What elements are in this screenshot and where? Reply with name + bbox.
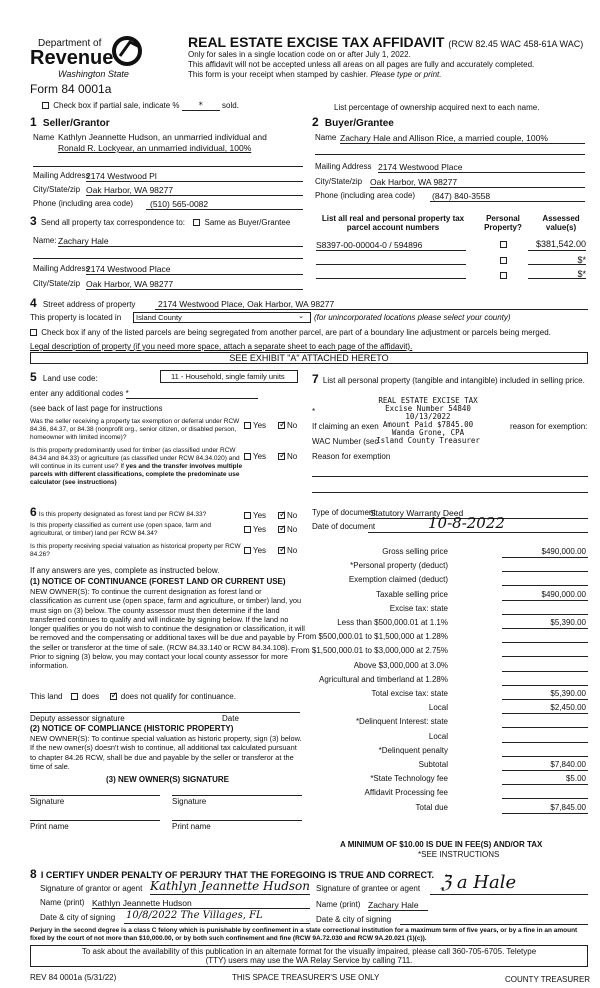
parcel-header-line2: parcel account numbers (346, 223, 440, 232)
buyer-city-line (370, 187, 585, 188)
tax-row-line (502, 770, 588, 771)
seller-mail-line (86, 181, 303, 182)
county-select[interactable] (133, 312, 311, 323)
section7-heading (312, 374, 588, 386)
legal-description-label: Legal description of property (if you need more space, attach a separate sheet to each page of the affidavit). (30, 342, 413, 351)
section3-city-value[interactable]: Oak Harbor, WA 98277 (86, 279, 174, 289)
owner-print-label-1: Print name (30, 822, 69, 831)
grantee-signature[interactable]: ℨ a Hale (440, 872, 517, 893)
tax-row-label: Subtotal (418, 760, 448, 769)
treasurer-use-label: THIS SPACE TREASURER'S USE ONLY (232, 973, 380, 982)
seller-city-value[interactable]: Oak Harbor, WA 98277 (86, 185, 174, 195)
doc-type-label: Type of document (312, 508, 376, 517)
owner-sig-line-1 (30, 795, 160, 796)
tax-row-label: *Delinquent penalty (378, 746, 448, 755)
forest-yes-option[interactable] (244, 511, 266, 520)
current-use-yes-option[interactable] (244, 525, 266, 534)
grantor-name-label: Name (print) (40, 898, 85, 907)
tax-row-value[interactable]: $490,000.00 (541, 547, 586, 556)
assessed-value-2[interactable]: $* (577, 255, 586, 265)
does-qualify-checkbox[interactable] (71, 693, 78, 700)
form-number: Form 84 0001a (30, 82, 112, 96)
owner-signature-label-1: Signature (30, 797, 65, 806)
tax-row-label: Affidavit Processing fee (364, 788, 448, 797)
section3-heading (30, 214, 290, 228)
street-address-value[interactable]: 2174 Westwood Place, Oak Harbor, WA 98277 (158, 299, 335, 309)
stamp-line-2: Excise Number 54840 (385, 404, 471, 413)
does-not-qualify-checkbox[interactable] (110, 693, 117, 700)
tax-row-line (502, 813, 588, 814)
section-2-number: 2 (312, 115, 319, 129)
historic-no-label: No (287, 546, 298, 555)
grantor-name-value[interactable]: Kathlyn Jeannette Hudson (92, 898, 192, 908)
q1-yes-label: Yes (253, 421, 267, 430)
parcel-line-2 (316, 264, 466, 265)
current-use-no-option[interactable] (278, 525, 297, 534)
section3-city-label: City/State/zip (33, 279, 81, 288)
additional-codes-label: enter any additional codes (30, 389, 124, 398)
tax-row-line (502, 628, 588, 629)
claiming-exemption-label: If claiming an exen (312, 422, 379, 431)
land-use-heading (30, 370, 98, 384)
parcel-number[interactable]: S8397-00-00004-0 / 594896 (316, 240, 423, 250)
certify-text: I CERTIFY UNDER PENALTY OF PERJURY THAT THE FOREGOING IS TRUE AND CORRECT. (40, 870, 434, 880)
notice-continuance-text: NEW OWNER(S): To continue the current designation as forest land or classification as current use (open space, farm and agriculture, or timber) land, you must sign on (3) below. The county assessor must then determine if the land transferred continues to qualify and will indicate by signing below. If the land no longer qualifies or you do not wish to continue the designation or classification, it will be removed and the compensating or additional taxes will be due and payable by the seller or transferor at the time of sale. (RCW 84.33.140 or RCW 84.34.108). Prior to signing (3) below, you may contact your local county assessor for more information. (30, 587, 305, 671)
forest-question: Is this property designated as forest land per RCW 84.33? (38, 511, 207, 518)
assessed-value-1[interactable]: $381,542.00 (535, 239, 586, 249)
seller-name-line2[interactable]: Ronald R. Lockyear, an unmarried individual, 100% (58, 143, 252, 153)
historic-question: Is this property receiving special valuation as historical property per RCW 84.26? (30, 543, 241, 558)
header-line3-italic: Please type or print. (370, 70, 442, 79)
notice-compliance-text: NEW OWNER(S): To continue special valuation as historic property, sign (3) below. If the new owner(s) doesn't wish to continue, all additional tax calculated pursuant to chapter 84.26 RCW, shall be due and payable by the seller or transferor at the time of sale. (30, 734, 302, 771)
owner-print-line-1 (30, 820, 160, 821)
personal-property-list-label: List all personal property (tangible and intangible) included in selling price. (322, 376, 585, 385)
doc-date-label: Date of document (312, 522, 376, 531)
see-instructions-note: *SEE INSTRUCTIONS (418, 850, 500, 859)
forest-yes-label: Yes (253, 511, 267, 520)
street-address-label: Street address of property (42, 300, 136, 309)
tax-row-line (502, 557, 588, 558)
reason-exemption-label: Reason for exemption (312, 452, 391, 461)
does-label: does (81, 692, 100, 701)
unincorporated-note: (for unincorporated locations please select your county) (314, 313, 511, 322)
form-title (188, 34, 583, 50)
seller-phone-label: Phone (including area code) (33, 199, 134, 208)
seller-city-label: City/State/zip (33, 185, 81, 194)
tax-row-line (502, 671, 588, 672)
header-line1: Only for sales in a single location code on or after July 1, 2022. (188, 50, 411, 59)
tax-row-label: From $500,000.01 to $1,500,000 at 1.28% (297, 632, 448, 641)
notice-continuance-heading: (1) NOTICE OF CONTINUANCE (FOREST LAND OR CURRENT USE) (30, 577, 286, 586)
partial-sale-row (42, 101, 239, 111)
section-4-number: 4 (30, 296, 37, 310)
section3-mail-label: Mailing Address (33, 264, 90, 273)
section-7-number: 7 (312, 372, 319, 386)
grantee-name-value[interactable]: Zachary Hale (368, 900, 419, 910)
grantor-signature[interactable]: Kathlyn Jeannette Hudson (150, 879, 311, 893)
section-5-number: 5 (30, 370, 37, 384)
seller-phone-value[interactable]: (510) 565-0082 (150, 199, 209, 209)
buyer-city-value[interactable]: Oak Harbor, WA 98277 (370, 177, 458, 187)
q2-no-option[interactable] (278, 452, 297, 461)
section4-street (30, 296, 135, 310)
grantee-date-line (400, 924, 588, 925)
q1-no-label: No (287, 421, 298, 430)
buyer-blank-line (315, 154, 585, 155)
header-line3-text: This form is your receipt when stamped by cashier. (188, 70, 369, 79)
tax-row-line (502, 713, 588, 714)
grantor-date-value[interactable]: 10/8/2022 The Villages, FL (126, 910, 263, 921)
excise-tax-stamp (358, 397, 498, 445)
grantee-date-label: Date & city of signing (316, 915, 392, 924)
deputy-date-label: Date (222, 714, 239, 723)
chevron-down-icon: ⌄ (298, 313, 304, 320)
county-treasurer-label: COUNTY TREASURER (505, 975, 591, 984)
revenue-logo-icon (112, 36, 144, 68)
accessibility-line2: (TTY) users may use the WA Relay Service by calling 711. (205, 956, 413, 965)
doc-date-value[interactable]: 10-8-2022 (428, 514, 505, 532)
segregated-checkbox[interactable] (30, 329, 37, 336)
buyer-name-label: Name (315, 133, 337, 142)
tax-row-label: From $1,500,000.01 to $3,000,000 at 2.75% (290, 646, 448, 655)
tax-row-label: Local (428, 703, 448, 712)
perjury-notice (30, 927, 590, 943)
header-line3 (188, 70, 441, 79)
tax-row-label: Total excise tax: state (371, 689, 448, 698)
partial-sale-value[interactable]: * (182, 101, 220, 111)
tax-row-value[interactable]: $7,840.00 (550, 760, 586, 769)
same-as-buyer-label: Same as Buyer/Grantee (204, 218, 291, 227)
personal-checkbox-1[interactable] (500, 240, 509, 249)
tax-row-label: Local (428, 732, 448, 741)
timber-question-bold: yes and the transfer involves multiple parcels with different classifications, complete the predominate use calculator (see instructions) (30, 463, 243, 486)
deputy-sig-line (30, 712, 300, 713)
tax-row-value[interactable]: $2,450.00 (550, 703, 586, 712)
seller-mail-label: Mailing Address (33, 171, 90, 180)
personal-header-line2: Property? (484, 223, 522, 232)
see-instructions: (see back of last page for instructions (30, 404, 163, 413)
grantee-sig-label: Signature of grantee or agent (316, 884, 421, 893)
current-use-yes-label: Yes (253, 525, 267, 534)
buyer-name-value[interactable]: Zachary Hale and Allison Rice, a married couple, 100% (340, 133, 548, 143)
same-as-buyer-checkbox[interactable] (193, 219, 200, 226)
tax-row-label: Excise tax: state (389, 604, 448, 613)
perjury-text: Perjury in the second degree is a class C felony which is punishable by confinement in a state correctional institution for a maximum term of five years, or by a fine in an amount fixed by the court of not more than $10,000.00, or by both such confinement and fine (RCW 9A.72.030 and RCW 9A.20.021 (1)(c)). (30, 927, 578, 942)
tax-row-line (502, 614, 588, 615)
land-use-value: 11 - Household, single family units (171, 372, 285, 381)
revenue-logo-text: Revenue (30, 47, 114, 69)
segregated-label: Check box if any of the listed parcels are being segregated from another parcel, are part of a boundary line adjustment or parcels being merged. (41, 328, 551, 337)
tax-row-label: Above $3,000,000 at 3.0% (353, 661, 448, 670)
additional-codes (30, 389, 258, 399)
section3-mail-line (86, 274, 303, 275)
stamp-line-1: REAL ESTATE EXCISE TAX (378, 396, 478, 405)
seller-blank-line (33, 166, 303, 167)
header-line2: This affidavit will not be accepted unless all areas on all pages are fully and accurately completed. (188, 60, 535, 69)
assessed-line-2 (528, 264, 586, 265)
deputy-signature-label: Deputy assessor signature (30, 714, 125, 723)
personal-checkbox-3[interactable] (500, 271, 509, 280)
tax-row-line (502, 756, 588, 757)
section3-blank-line (33, 258, 303, 259)
grantor-date-line (124, 923, 310, 924)
stamp-line-6: Island County Treasurer (376, 436, 480, 445)
parcel-line-1 (316, 250, 466, 251)
doc-type-value[interactable]: Statutory Warranty Deed (370, 508, 464, 518)
dept-label: Department of (38, 38, 102, 49)
section-1-number: 1 (30, 115, 37, 129)
minimum-due-note: A MINIMUM OF $10.00 IS DUE IN FEE(S) AND/OR TAX (340, 840, 543, 849)
stamp-line-5: Wanda Grone, CPA (391, 428, 465, 437)
seller-name-line1[interactable]: Kathlyn Jeannette Hudson, an unmarried individual and (58, 132, 267, 142)
personal-header-line1: Personal (486, 214, 520, 223)
state-label: Washington State (58, 69, 129, 79)
section-3-number: 3 (30, 214, 37, 228)
buyer-heading-text: Buyer/Grantee (324, 118, 394, 129)
partial-sale-label: Check box if partial sale, indicate % (53, 101, 180, 110)
section-8-number: 8 (30, 867, 37, 881)
exemption-question: Was the seller receiving a property tax exemption or deferral under RCW 84.36, 84.37, or 84.38 (nonprofit org., senior citizen, or disabled person, homeowner with limited income)? (30, 418, 240, 441)
land-qualify-row (30, 692, 236, 701)
assessed-header-line2: value(s) (545, 223, 577, 232)
grantee-name-line (368, 910, 428, 911)
stamp-line-3: 10/13/2022 (405, 412, 451, 421)
current-use-no-label: No (287, 525, 298, 534)
tax-row-label: *State Technology fee (370, 774, 448, 783)
section3-mail-value[interactable]: 2174 Westwood Place (86, 264, 171, 274)
reason-line-1 (312, 476, 588, 477)
q1-yes-option[interactable] (244, 421, 266, 430)
section3-city-line (86, 289, 303, 290)
owner-print-label-2: Print name (172, 822, 211, 831)
doc-date-line (368, 532, 588, 533)
tax-row-line (502, 642, 588, 643)
tax-row-line (502, 784, 588, 785)
grantor-date-label: Date & city of signing (40, 913, 116, 922)
buyer-mail-value[interactable]: 2174 Westwood Place (378, 162, 463, 172)
tax-row-label: *Personal property (deduct) (350, 561, 448, 570)
seller-phone-line (146, 209, 303, 210)
forest-no-label: No (287, 511, 298, 520)
tax-row-value[interactable]: $5.00 (565, 774, 586, 783)
grantor-sig-label: Signature of grantor or agent (40, 884, 143, 893)
reason-line-2 (312, 492, 588, 493)
stamp-line-4: Amount Paid $7845.00 (382, 420, 474, 429)
grantee-name-label: Name (print) (316, 900, 361, 909)
historic-yes-label: Yes (253, 546, 267, 555)
buyer-mail-label: Mailing Address (315, 162, 372, 171)
personal-checkbox-2[interactable] (500, 256, 509, 265)
q2-no-label: No (287, 452, 298, 461)
title-rcw: (RCW 82.45 WAC 458-61A WAC) (448, 39, 584, 49)
section3-label: Send all property tax correspondence to: (40, 218, 186, 227)
buyer-city-label: City/State/zip (315, 177, 363, 186)
tax-row-label: Less than $500,000.01 at 1.1% (337, 618, 448, 627)
personal-property-asterisk: * (312, 407, 316, 416)
street-address-line (155, 309, 588, 310)
parcel-header-line1: List all real and personal property tax (321, 214, 465, 223)
tax-row-label: Agricultural and timberland at 1.28% (319, 675, 448, 684)
forest-no-option[interactable] (278, 511, 297, 520)
tax-row-value[interactable]: $5,390.00 (550, 618, 586, 627)
reason-exemption-suffix: reason for exemption: (510, 422, 588, 431)
if-yes-note: If any answers are yes, complete as instructed below. (30, 566, 220, 575)
sold-label: sold. (222, 101, 239, 110)
tax-row-value[interactable]: $490,000.00 (541, 590, 586, 599)
this-land-label: This land (30, 692, 63, 701)
section3-name-value[interactable]: Zachary Hale (58, 236, 109, 246)
section3-name-label: Name: (33, 236, 57, 245)
assessed-header-line1: Assessed (542, 214, 580, 223)
tax-row-value[interactable]: $7,845.00 (550, 803, 586, 812)
section6-q1 (30, 505, 245, 519)
does-not-qualify-label: does not qualify for continuance. (120, 692, 236, 701)
tax-row-line (502, 742, 588, 743)
assessed-value-header (534, 214, 588, 232)
q2-yes-label: Yes (253, 452, 267, 461)
parcel-list-header (318, 214, 468, 232)
section-6-number: 6 (30, 505, 37, 519)
seller-mail-value[interactable]: 2174 Westwood Pl (86, 171, 157, 181)
buyer-mail-line (378, 172, 585, 173)
title-text: REAL ESTATE EXCISE TAX AFFIDAVIT (188, 34, 445, 50)
personal-property-header (478, 214, 528, 232)
ownership-note: List percentage of ownership acquired next to each name. (334, 103, 540, 112)
segregated-row (30, 328, 551, 337)
tax-row-label: Total due (415, 803, 448, 812)
grantor-sig-line (150, 894, 310, 895)
tax-row-label: *Delinquent Interest: state (355, 717, 448, 726)
assessed-line-3 (528, 278, 586, 279)
tax-row-line (502, 585, 588, 586)
assessed-value-3[interactable]: $* (577, 269, 586, 279)
located-label: This property is located in (30, 313, 122, 322)
legal-description-box[interactable] (30, 352, 588, 364)
timber-question-text: Is this property predominantly used for timber (as classified under RCW 84.34 and 84.33) or agriculture (as classified under RCW 84.34.020) and will continue in its current use? If (30, 447, 240, 470)
tax-row-label: Exemption claimed (deduct) (348, 575, 448, 584)
tax-row-line (502, 571, 588, 572)
owner-signature-label-2: Signature (172, 797, 207, 806)
additional-codes-value[interactable]: * (126, 389, 258, 399)
buyer-phone-label: Phone (including area code) (315, 191, 416, 200)
assessed-line-1 (528, 250, 586, 251)
county-value: Island County (136, 313, 182, 322)
tax-row-line (502, 656, 588, 657)
revision-label: REV 84 0001a (5/31/22) (30, 973, 117, 982)
partial-sale-checkbox[interactable] (42, 102, 49, 109)
new-owner-signature-heading: (3) NEW OWNER(S) SIGNATURE (106, 775, 229, 784)
accessibility-box (30, 945, 588, 967)
grantee-sig-line (430, 894, 588, 895)
land-use-label: Land use code: (42, 374, 98, 383)
exhibit-text: SEE EXHIBIT "A" ATTACHED HERETO (229, 353, 389, 363)
land-use-select[interactable] (160, 370, 298, 383)
tax-row-line (502, 699, 588, 700)
section3-name-line (58, 246, 303, 247)
tax-row-value[interactable]: $5,390.00 (550, 689, 586, 698)
tax-row-line (502, 727, 588, 728)
q1-no-option[interactable] (278, 421, 297, 430)
timber-question (30, 447, 245, 487)
buyer-name-line (340, 143, 585, 144)
owner-print-line-2 (172, 820, 302, 821)
seller-heading-text: Seller/Grantor (42, 118, 110, 129)
tax-row-line (502, 685, 588, 686)
seller-city-line (86, 195, 303, 196)
buyer-phone-line (430, 201, 585, 202)
q2-yes-option[interactable] (244, 452, 266, 461)
buyer-heading (312, 115, 394, 129)
notice-compliance-heading: (2) NOTICE OF COMPLIANCE (HISTORIC PROPERTY) (30, 724, 234, 733)
seller-heading (30, 115, 110, 129)
current-use-question: Is this property classified as current use (open space, farm and agricultural, or timber) land per RCW 84.34? (30, 522, 212, 537)
grantor-name-line (92, 908, 310, 909)
tax-row-label: Taxable selling price (375, 590, 448, 599)
tax-row-line (502, 798, 588, 799)
tax-row-line (502, 600, 588, 601)
wac-number-label: WAC Number (sec (312, 437, 379, 446)
accessibility-line1: To ask about the availability of this publication in an alternate format for the visually impaired, please call 360-705-6705. Teletype (81, 947, 537, 956)
parcel-line-3 (316, 278, 466, 279)
tax-row-label: Gross selling price (382, 547, 448, 556)
seller-name-label: Name (33, 133, 55, 142)
buyer-phone-value[interactable]: (847) 840-3558 (432, 191, 491, 201)
